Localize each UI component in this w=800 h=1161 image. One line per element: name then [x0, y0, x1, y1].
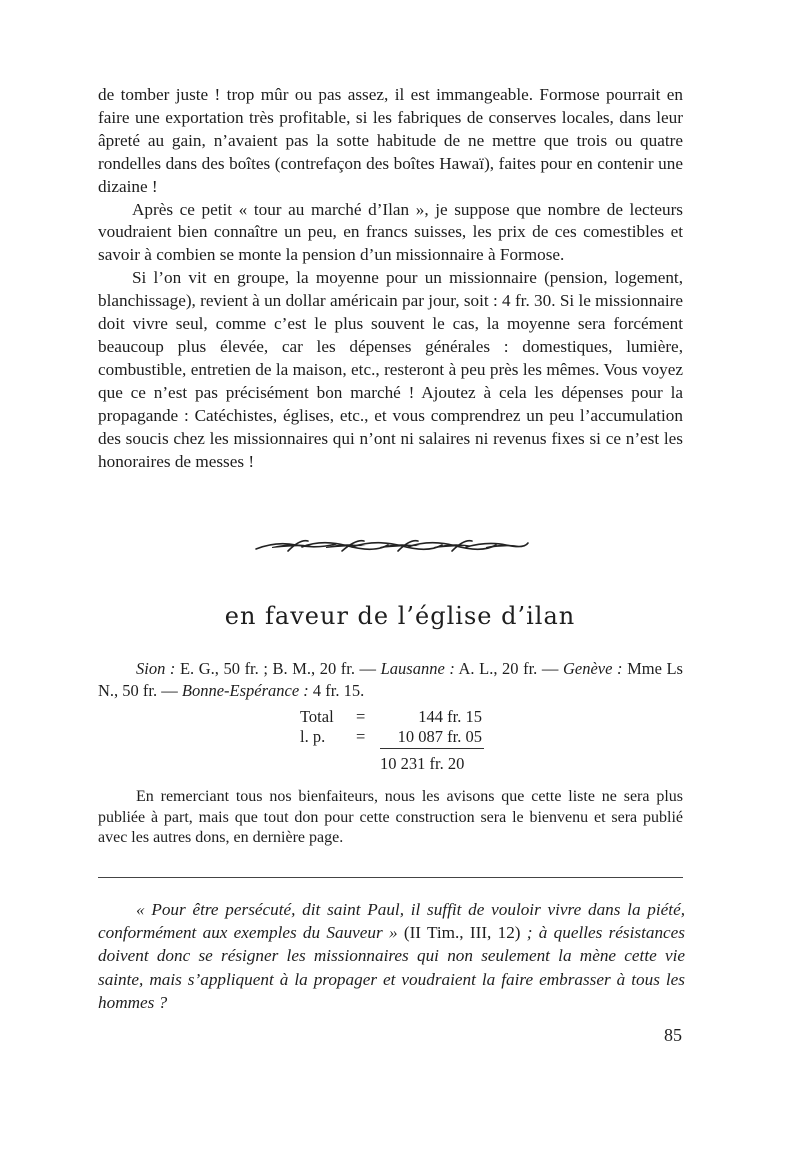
thanks-paragraph: En remerciant tous nos bienfaiteurs, nous les avisons que cette liste ne sera plus publiée à part, mais que tout don pour cette construction sera le bienvenu et sera publié avec les autres dons, en dernière page. [98, 788, 683, 846]
section-heading: en faveur de l’église d’ilan [224, 602, 576, 630]
donor-entry: E. G., 50 fr. ; B. M., 20 fr. — [175, 659, 381, 678]
place-sion: Sion : [136, 659, 176, 678]
total-amount: 144 fr. 15 [418, 707, 482, 726]
lp-label: l. p. [300, 727, 326, 746]
donor-entry: Ls N., 50 fr. — [98, 659, 683, 700]
total-label: Total [300, 707, 334, 726]
place-lausanne: Lausanne : [380, 659, 455, 678]
donor-entry: A. L., 20 fr. — [454, 659, 563, 678]
paragraph: Si l’on vit en groupe, la moyenne pour un missionnaire (pension, logement, blanchissage), revient à un dollar américain par jour, soit : 4 fr. 30. Si le missionnaire doit vivre seul, comme c’est le plus souvent le cas, la moyenne sera forcément beaucoup plus élevée, car les dépenses générales : domestiques, lumière, combustible, entretien de la maison, etc., resteront à peu près les mêmes. Vous voyez que ce n’est pas précisément bon marché ! Ajoutez à cela les dépenses pour la propagande : Catéchistes, églises, etc., et vous comprendrez un peu l’accumulation des soucis chez les missionnaires qui n’ont ni salaires ni revenus fixes si ce n’est les honoraires de messes ! [98, 268, 683, 471]
lp-amount: 10 087 fr. 05 [397, 727, 482, 746]
body-text [98, 84, 683, 473]
equals-sign: = [356, 707, 366, 726]
total-row [300, 707, 490, 727]
quote-paragraph [98, 898, 685, 1014]
paragraph: de tomber juste ! trop mûr ou pas assez, il est immangeable. Formose pourrait en faire une exportation très profitable, si les fabriques de conserves locales, dans leur âpreté au gain, n’avaient pas la sotte habitude de ne mettre que trois ou quatre rondelles dans des boîtes (contrefaçon des boîtes Hawaï), faites pour en contenir une dizaine ! [98, 85, 683, 196]
section-divider [98, 877, 683, 878]
place-geneve: Genève : [562, 659, 623, 678]
equals-sign: = [356, 727, 366, 746]
title-mme: Mme [627, 659, 662, 678]
totals-table [300, 707, 490, 773]
sum-rule [380, 748, 484, 749]
donor-list [98, 658, 683, 702]
lp-row [300, 727, 490, 747]
quote-reference: (II Tim., III, 12) [403, 923, 521, 943]
ornament-divider [252, 535, 532, 557]
quote-text: « Pour être persécuté, dit saint Paul, il suffit de vouloir vivre dans la piété, conformément aux exemples du Sauveur » [98, 900, 685, 943]
donor-entry: 4 fr. 15. [308, 681, 365, 700]
page-number: 85 [664, 1025, 682, 1045]
sum-amount: 10 231 fr. 20 [380, 754, 465, 773]
place-bonne-esperance: Bonne-Espérance : [181, 681, 309, 700]
quote-text: ; à quelles résistances doivent donc se résigner les missionnaires qui non seulement la mène cette vie sainte, mais s’appliquent à la propager et voudraient la faire embrasser à tous les hommes ? [98, 923, 685, 1012]
paragraph: Après ce petit « tour au marché d’Ilan », je suppose que nombre de lecteurs voudraient bien connaître un peu, en francs suisses, les prix de ces comestibles et savoir à combien se monte la pension d’un missionnaire à Formose. [98, 199, 683, 265]
